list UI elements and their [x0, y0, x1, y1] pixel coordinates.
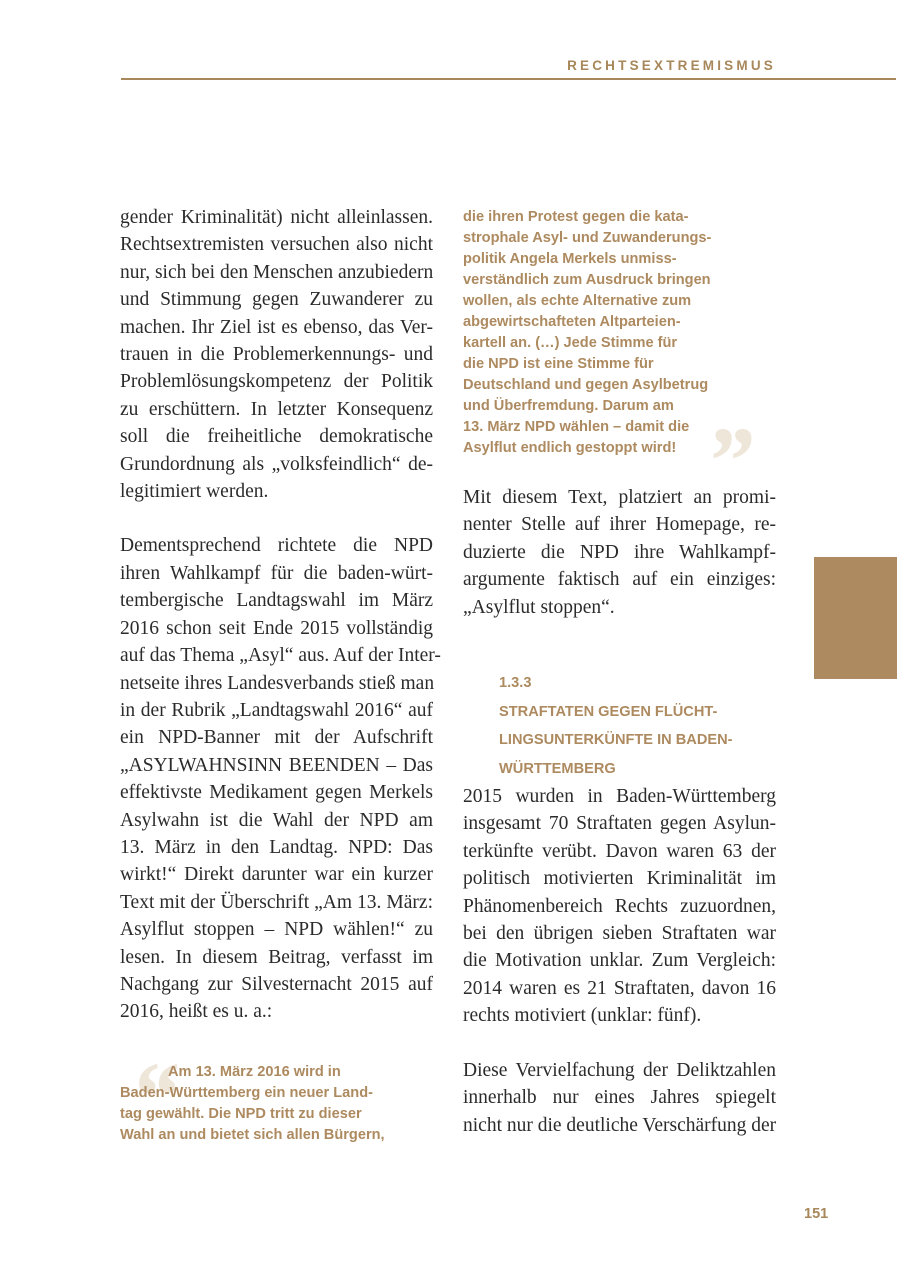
section-title-line: WÜRTTEMBERG: [499, 760, 616, 777]
chapter-side-tab: [814, 557, 897, 679]
opening-quote-mark-icon: “: [130, 1041, 178, 1149]
page-number: 151: [804, 1206, 829, 1222]
body-paragraph: Dementsprechend richtete die NPD ihren Wahlkampf für die baden-würt- tembergische Landtagswahl im März 2016 schon seit Ende 2015 vollständig auf das Thema „Asyl“ aus. Auf der Inter- netseite ihres Landesverbands stieß man in der Rubrik „Landtagswahl 2016“ auf ein NPD-Banner mit der Aufschrift „ASYLWAHNSINN BEENDEN – Das effektivste Medikament gegen Merkels Asylwahn ist die Wahl der NPD am 13. März in den Landtag. NPD: Das wirkt!“ Direkt darunter war ein kurzer Text mit der Überschrift „Am 13. März: Asylflut stoppen – NPD wählen!“ zu lesen. In diesem Beitrag, verfasst im Nachgang zur Silvesternacht 2015 auf 2016, heißt es u. a.:: [120, 535, 441, 1023]
section-number: 1.3.3: [499, 675, 532, 692]
pull-quote: ” die ihren Protest gegen die kata- strophale Asyl- und Zuwanderungs- politik Angela Merkels unmiss- verständlich zum Ausdruck bringen wollen, als echte Alternative zum abgewirtschafteten Altparteien- kartell an. (…) Jede Stimme für die NPD ist eine Stimme für Deutschland und gegen Asylbetrug und Überfremdung. Darum am 13. März NPD wählen – damit die Asylflut endlich gestoppt wird!: [463, 209, 753, 514]
body-paragraph: gender Kriminalität) nicht alleinlassen. Rechtsextremisten versuchen also nicht nur, sich bei den Menschen anzubiedern und Stimmung gegen Zuwanderer zu machen. Ihr Ziel ist es ebenso, das Ver- trauen in die Problemerkennungs- und Problemlösungskompetenz der Politik zu erschüttern. In letzter Konsequenz soll die freiheitliche demokratische Grundordnung als „volksfeindlich“ de- legitimiert werden.: [120, 207, 434, 503]
running-header: RECHTSEXTREMISMUS: [567, 58, 776, 73]
section-heading: [499, 669, 776, 783]
section-title-line: STRAFTATEN GEGEN FLÜCHT-: [499, 703, 718, 720]
header-rule: [121, 78, 896, 80]
body-paragraph: Mit diesem Text, platziert an promi- nenter Stelle auf ihrer Homepage, re- duzierte die NPD ihre Wahlkampf- argumente faktisch auf ein einziges: „Asylflut stoppen“.: [463, 487, 776, 618]
left-column: [120, 204, 441, 1149]
section-title-line: LINGSUNTERKÜNFTE IN BADEN-: [499, 732, 733, 749]
closing-quote-mark-icon: ”: [705, 407, 753, 514]
right-column: [463, 204, 776, 1139]
body-paragraph: 2015 wurden in Baden-Württemberg insgesamt 70 Straftaten gegen Asylun- terkünfte verübt. Davon waren 63 der politisch motivierten Kriminalität im Phänomenbereich Rechts zuzuordnen, bei den übrigen sieben Straftaten war die Motivation unklar. Zum Vergleich: 2014 waren es 21 Straftaten, davon 16 rechts motiviert (unklar: fünf).: [463, 786, 776, 1027]
body-paragraph: Diese Vervielfachung der Deliktzahlen innerhalb nur eines Jahres spiegelt nicht nur die deutliche Verschärfung der: [463, 1059, 777, 1136]
pull-quote: “ Am 13. März 2016 wird in Baden-Württemberg ein neuer Land- tag gewählt. Die NPD tritt zu dieser Wahl an und bietet sich allen Bürgern,: [120, 1041, 385, 1149]
